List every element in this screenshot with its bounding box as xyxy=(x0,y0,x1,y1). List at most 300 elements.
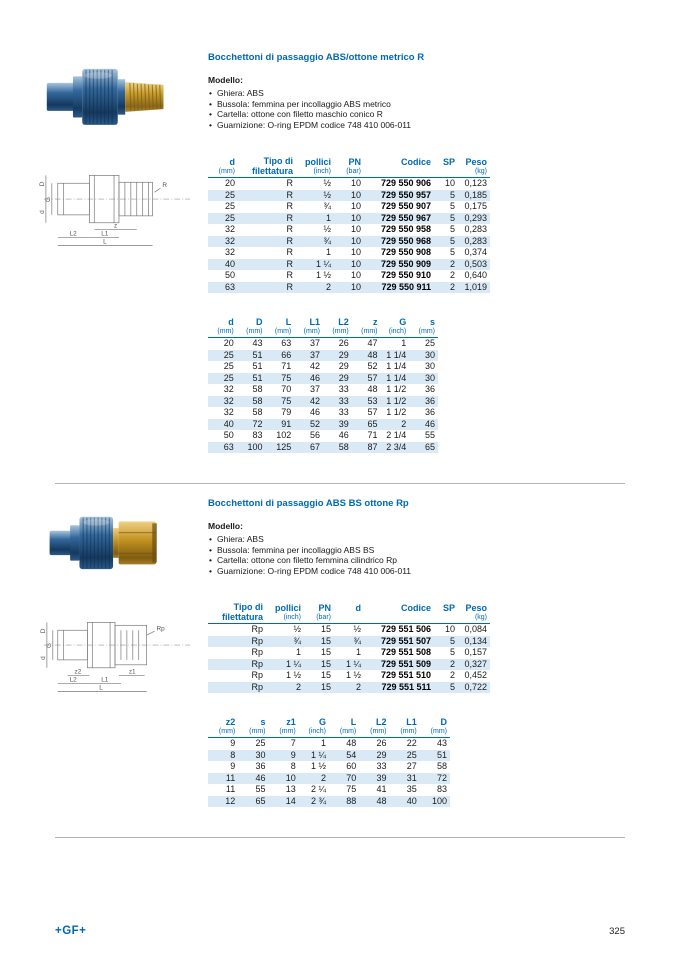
table-cell: 47 xyxy=(367,338,378,348)
table-cell: 1 ¼ xyxy=(315,258,331,269)
dimension-label: d xyxy=(38,210,46,214)
table-cell: 5 xyxy=(449,212,455,223)
table-cell: 37 xyxy=(309,338,320,348)
table-cell: 1 xyxy=(295,647,301,657)
table-cell: 75 xyxy=(281,395,292,406)
column-header: L1 (mm) xyxy=(390,717,420,738)
table-cell: 729 551 506 xyxy=(380,624,431,634)
column-header: Codice xyxy=(364,602,434,624)
table-cell: 87 xyxy=(367,441,378,452)
column-header: L2 (mm) xyxy=(359,717,389,738)
table-cell: 2 ¼ xyxy=(310,784,326,794)
table-cell: 0,503 xyxy=(464,258,487,269)
table-row xyxy=(208,270,490,282)
table-cell: 50 xyxy=(224,270,235,280)
table-cell: 83 xyxy=(252,430,263,440)
table-cell: R xyxy=(286,235,293,246)
table-cell: 15 xyxy=(320,647,331,657)
illustration-column-1 xyxy=(38,52,206,254)
column-header: L (mm) xyxy=(329,717,359,738)
table-cell: 65 xyxy=(367,418,378,429)
table-cell: 2 xyxy=(320,772,326,783)
table-cell: 729 550 910 xyxy=(380,270,431,280)
table-cell: 0,283 xyxy=(464,224,487,234)
table-cell: 25 xyxy=(255,738,266,748)
table-cell: 1 xyxy=(320,738,326,748)
table-cell: 10 xyxy=(350,178,361,188)
header-row xyxy=(208,602,490,624)
table-cell: 46 xyxy=(309,407,320,417)
table-cell: ¾ xyxy=(323,201,331,211)
table-cell: 729 550 908 xyxy=(380,247,431,257)
table-cell: 11 xyxy=(225,784,236,794)
table-cell: 10 xyxy=(350,235,361,246)
model-spec-list xyxy=(208,88,625,130)
table-cell: 2 xyxy=(449,658,455,669)
table-cell: 25 xyxy=(224,201,235,211)
dimension-label: L1 xyxy=(101,230,109,238)
table-cell: 5 xyxy=(449,235,455,246)
table-cell: 22 xyxy=(406,738,417,748)
dimension-label: R xyxy=(162,182,168,190)
product-section-rp xyxy=(38,498,625,807)
table-cell: 58 xyxy=(436,761,447,771)
table-cell: 25 xyxy=(223,372,234,383)
column-header: D (mm) xyxy=(237,317,266,338)
dimension-label: L2 xyxy=(69,230,77,238)
table-cell: 36 xyxy=(424,407,435,417)
table-cell: 71 xyxy=(367,430,378,440)
table-cell: 2 xyxy=(449,670,455,680)
table-cell: 1 ½ xyxy=(285,670,301,680)
product-photo-metric-r-icon xyxy=(44,54,184,138)
table-cell: 729 550 906 xyxy=(380,178,431,188)
table-cell: 46 xyxy=(309,372,320,383)
table-row xyxy=(208,190,490,202)
table-row xyxy=(208,750,450,762)
dimension-label: G xyxy=(44,197,52,203)
table-cell: 729 550 958 xyxy=(380,224,431,234)
table-cell: 32 xyxy=(224,247,235,257)
column-header: s (mm) xyxy=(409,317,438,338)
table-cell: 9 xyxy=(230,761,236,771)
table-cell: 46 xyxy=(424,418,435,429)
table-cell: 58 xyxy=(252,395,263,406)
table-row xyxy=(208,407,438,419)
table-cell: 729 550 911 xyxy=(381,281,431,292)
table-cell: R xyxy=(286,224,293,234)
table-cell: 70 xyxy=(281,384,292,394)
dimension-label: D xyxy=(38,181,46,187)
technical-drawing-metric-r xyxy=(38,154,196,254)
table-cell: 63 xyxy=(223,441,234,452)
column-header: s (mm) xyxy=(238,717,268,738)
table-cell: 54 xyxy=(346,749,357,760)
table-cell: ¾ xyxy=(353,635,361,646)
table-cell: 20 xyxy=(223,338,234,348)
column-header: PN (bar) xyxy=(334,156,364,178)
section-divider xyxy=(55,483,625,484)
table-cell: Rp xyxy=(251,624,263,634)
table-cell: 2 3/4 xyxy=(386,441,407,452)
table-cell: 1 1/2 xyxy=(386,407,407,417)
table-cell: ½ xyxy=(323,189,331,200)
table-cell: 46 xyxy=(338,430,349,440)
table-cell: R xyxy=(286,201,293,211)
table-cell: 36 xyxy=(424,395,435,406)
table-cell: 32 xyxy=(223,395,234,406)
table-cell: 1 1/4 xyxy=(386,372,407,383)
header-row xyxy=(208,317,438,338)
table-cell: 2 xyxy=(325,281,331,292)
table-cell: 100 xyxy=(247,441,263,452)
table-row xyxy=(208,178,490,190)
model-label: Modello: xyxy=(208,75,243,85)
table-cell: 10 xyxy=(350,224,361,234)
table-cell: 729 551 507 xyxy=(380,635,431,646)
table-cell: 26 xyxy=(338,338,349,348)
table-cell: 15 xyxy=(320,670,331,680)
table-cell: 36 xyxy=(424,384,435,394)
table-cell: 14 xyxy=(285,795,296,806)
order-table-metric-r xyxy=(208,156,490,293)
table-cell: 729 551 509 xyxy=(380,658,431,669)
column-header: z2 (mm) xyxy=(208,717,238,738)
table-row xyxy=(208,624,490,636)
section-title: Bocchettoni di passaggio ABS BS ottone Rp xyxy=(208,498,409,509)
table-cell: 10 xyxy=(285,772,296,783)
table-cell: 0,175 xyxy=(464,201,487,211)
model-spec-list xyxy=(208,534,625,576)
table-cell: ¾ xyxy=(323,235,331,246)
dimension-label: z xyxy=(114,222,118,230)
table-cell: R xyxy=(286,281,293,292)
table-cell: 43 xyxy=(252,338,263,348)
table-cell: 1 ¼ xyxy=(345,658,361,669)
table-cell: 1 1/4 xyxy=(386,349,407,360)
table-cell: ½ xyxy=(323,224,331,234)
spec-item: • Bussola: femmina per incollaggio ABS BS xyxy=(208,545,625,556)
table-cell: 27 xyxy=(406,761,417,771)
table-cell: 51 xyxy=(436,749,447,760)
table-cell: 0,123 xyxy=(464,178,487,188)
table-cell: ¾ xyxy=(293,635,301,646)
table-cell: 15 xyxy=(320,635,331,646)
table-cell: 65 xyxy=(255,795,266,806)
table-cell: 52 xyxy=(367,361,378,371)
table-cell: 33 xyxy=(338,384,349,394)
table-cell: 729 550 907 xyxy=(380,201,431,211)
column-header: pollici (inch) xyxy=(296,156,334,178)
column-header: PN (bar) xyxy=(304,602,334,624)
table-cell: 5 xyxy=(449,201,455,211)
table-cell: 2 xyxy=(449,281,455,292)
table-cell: 25 xyxy=(406,749,417,760)
table-cell: 55 xyxy=(255,784,266,794)
table-cell: 5 xyxy=(449,247,455,257)
table-cell: 729 550 968 xyxy=(380,235,431,246)
dimension-label: L1 xyxy=(101,676,109,684)
illustration-column-2 xyxy=(38,498,206,700)
table-cell: R xyxy=(286,270,293,280)
table-cell: 2 xyxy=(449,258,455,269)
table-cell: 58 xyxy=(252,407,263,417)
table-cell: 20 xyxy=(224,178,235,188)
dimension-label: z1 xyxy=(128,668,136,676)
table-cell: 5 xyxy=(449,224,455,234)
column-header: Tipo di filettatura xyxy=(238,156,296,178)
table-cell: 9 xyxy=(290,749,296,760)
table-cell: R xyxy=(286,178,293,188)
table-cell: 37 xyxy=(309,384,320,394)
table-cell: Rp xyxy=(251,681,263,692)
table-cell: 51 xyxy=(252,349,263,360)
spec-item: • Cartella: ottone con filetto maschio conico R xyxy=(208,109,625,120)
column-header: SP xyxy=(434,602,458,624)
table-cell: 63 xyxy=(224,281,235,292)
table-cell: 0,452 xyxy=(464,670,487,680)
table-cell: 10 xyxy=(444,178,455,188)
table-row xyxy=(208,282,490,294)
dimension-label: G xyxy=(45,643,53,649)
table-cell: 29 xyxy=(338,361,349,371)
table-cell: Rp xyxy=(251,658,263,669)
table-cell: 5 xyxy=(449,681,455,692)
table-row xyxy=(208,259,490,271)
table-cell: 75 xyxy=(346,784,357,794)
table-cell: 25 xyxy=(224,212,235,223)
table-cell: 10 xyxy=(350,201,361,211)
table-row xyxy=(208,236,490,248)
table-cell: 32 xyxy=(223,407,234,417)
content-column-1 xyxy=(206,52,625,453)
table-cell: 91 xyxy=(281,418,292,429)
table-row xyxy=(208,373,438,385)
table-cell: 58 xyxy=(338,441,349,452)
table-cell: 55 xyxy=(424,430,435,440)
table-cell: 57 xyxy=(367,372,378,383)
table-cell: 41 xyxy=(376,784,387,794)
table-cell: 29 xyxy=(376,749,387,760)
table-row xyxy=(208,442,438,454)
dimension-label: d xyxy=(39,656,47,660)
table-cell: 63 xyxy=(281,338,292,348)
table-cell: 79 xyxy=(281,407,292,417)
table-row xyxy=(208,430,438,442)
table-cell: 43 xyxy=(436,738,447,748)
table-cell: 15 xyxy=(320,658,331,669)
table-cell: 10 xyxy=(350,247,361,257)
table-cell: 2 xyxy=(449,270,455,280)
column-header: Codice xyxy=(364,156,434,178)
table-cell: 10 xyxy=(350,258,361,269)
table-row xyxy=(208,647,490,659)
table-cell: 9 xyxy=(230,738,236,748)
table-cell: 8 xyxy=(290,761,296,771)
table-cell: 0,374 xyxy=(464,247,487,257)
table-cell: 51 xyxy=(252,372,263,383)
table-cell: 13 xyxy=(285,784,296,794)
section-divider xyxy=(55,837,625,838)
table-cell: 30 xyxy=(424,361,435,371)
table-cell: 66 xyxy=(281,349,292,360)
spec-item: • Guarnizione: O-ring EPDM codice 748 410 006-011 xyxy=(208,120,625,131)
table-cell: 67 xyxy=(309,441,320,452)
table-row xyxy=(208,338,438,350)
table-row xyxy=(208,670,490,682)
table-cell: 48 xyxy=(346,738,357,748)
table-cell: 729 551 510 xyxy=(380,670,431,680)
column-header: L1 (mm) xyxy=(294,317,323,338)
table-cell: 1 xyxy=(325,247,331,257)
dimension-label: D xyxy=(39,628,47,634)
table-row xyxy=(208,796,450,808)
table-cell: 57 xyxy=(367,407,378,417)
column-header: d (mm) xyxy=(208,317,237,338)
table-cell: 0,157 xyxy=(464,647,487,657)
table-cell: ½ xyxy=(323,178,331,188)
table-cell: 71 xyxy=(281,361,292,371)
table-cell: 10 xyxy=(350,281,361,292)
table-cell: 72 xyxy=(436,772,447,783)
table-cell: 40 xyxy=(406,795,417,806)
table-cell: 37 xyxy=(309,349,320,360)
dimension-label: L xyxy=(103,238,107,246)
table-cell: 30 xyxy=(424,372,435,383)
table-cell: 88 xyxy=(346,795,357,806)
gf-logo: +GF+ xyxy=(55,925,87,937)
column-header: D (mm) xyxy=(420,717,450,738)
table-cell: 32 xyxy=(224,235,235,246)
table-cell: 8 xyxy=(230,749,236,760)
content-column-2 xyxy=(206,498,625,807)
section-title: Bocchettoni di passaggio ABS/ottone metrico R xyxy=(208,52,425,63)
spec-item: • Guarnizione: O-ring EPDM codice 748 410 006-011 xyxy=(208,566,625,577)
table-cell: 40 xyxy=(224,258,235,269)
table-cell: 2 ¾ xyxy=(310,795,326,806)
table-cell: 729 551 508 xyxy=(380,647,431,657)
table-row xyxy=(208,659,490,671)
table-cell: 42 xyxy=(309,395,320,406)
table-cell: Rp xyxy=(251,635,263,646)
table-cell: 0,185 xyxy=(464,189,487,200)
table-cell: 5 xyxy=(449,189,455,200)
table-cell: 32 xyxy=(223,384,234,394)
order-table-rp xyxy=(208,602,490,693)
column-header: d xyxy=(334,602,364,624)
table-cell: 729 550 909 xyxy=(380,258,431,269)
column-header: Tipo di filettatura xyxy=(208,602,266,624)
table-cell: 50 xyxy=(223,430,234,440)
table-cell: 60 xyxy=(346,761,357,771)
table-cell: 2 1/4 xyxy=(386,430,407,440)
table-cell: 65 xyxy=(424,441,435,452)
table-cell: 26 xyxy=(376,738,387,748)
table-row xyxy=(208,396,438,408)
table-cell: 10 xyxy=(350,270,361,280)
table-cell: 1 1/2 xyxy=(386,384,407,394)
spec-item: • Cartella: ottone con filetto femmina cilindrico Rp xyxy=(208,555,625,566)
table-cell: 1 ½ xyxy=(315,270,331,280)
table-row xyxy=(208,636,490,648)
table-cell: ½ xyxy=(293,624,301,634)
table-cell: 35 xyxy=(406,784,417,794)
table-cell: ½ xyxy=(353,624,361,634)
table-row xyxy=(208,350,438,362)
table-cell: 72 xyxy=(252,418,263,429)
dimension-label: L xyxy=(99,684,103,692)
table-cell: 30 xyxy=(255,749,266,760)
table-cell: 0,293 xyxy=(464,212,487,223)
column-header: G (inch) xyxy=(381,317,410,338)
table-cell: 11 xyxy=(225,772,236,783)
table-cell: 1 ¼ xyxy=(310,749,326,760)
table-row xyxy=(208,384,438,396)
header-row xyxy=(208,156,490,178)
table-cell: 1 ¼ xyxy=(285,658,301,669)
table-row xyxy=(208,773,450,785)
column-header: pollici (inch) xyxy=(266,602,304,624)
spec-item: • Ghiera: ABS xyxy=(208,88,625,99)
table-cell: 0,283 xyxy=(464,235,487,246)
table-cell: 48 xyxy=(367,349,378,360)
column-header: Peso (kg) xyxy=(458,156,490,178)
table-cell: 2 xyxy=(401,418,407,429)
table-cell: 36 xyxy=(255,761,266,771)
table-cell: 12 xyxy=(225,795,236,806)
table-cell: 48 xyxy=(376,795,387,806)
table-row xyxy=(208,361,438,373)
table-cell: 33 xyxy=(338,395,349,406)
table-cell: 70 xyxy=(346,772,357,783)
table-cell: 1 xyxy=(355,647,361,657)
table-cell: 1 xyxy=(401,338,407,348)
column-header: z (mm) xyxy=(352,317,381,338)
table-cell: 100 xyxy=(431,795,447,806)
table-row xyxy=(208,224,490,236)
spec-item: • Ghiera: ABS xyxy=(208,534,625,545)
model-label: Modello: xyxy=(208,521,243,531)
table-cell: 31 xyxy=(406,772,417,783)
table-cell: 53 xyxy=(367,395,378,406)
table-cell: 58 xyxy=(252,384,263,394)
product-photo-rp-icon xyxy=(44,500,184,584)
table-cell: 1 1/4 xyxy=(386,361,407,371)
table-cell: 102 xyxy=(276,430,292,440)
table-cell: 0,134 xyxy=(464,635,487,646)
table-cell: 51 xyxy=(252,361,263,371)
table-row xyxy=(208,213,490,225)
table-cell: 1 xyxy=(325,212,331,223)
table-cell: 56 xyxy=(309,430,320,440)
table-cell: 10 xyxy=(350,189,361,200)
table-row xyxy=(208,201,490,213)
table-cell: 0,084 xyxy=(464,624,487,634)
dimension-label: L2 xyxy=(69,676,77,684)
table-cell: 30 xyxy=(424,349,435,360)
table-cell: 33 xyxy=(376,761,387,771)
page-number: 325 xyxy=(609,926,625,937)
product-section-metric-r xyxy=(38,52,625,453)
table-cell: 1 ½ xyxy=(310,761,326,771)
table-cell: 5 xyxy=(449,635,455,646)
table-cell: 39 xyxy=(338,418,349,429)
column-header: d (mm) xyxy=(208,156,238,178)
dimension-table-metric-r xyxy=(208,317,438,453)
table-cell: 29 xyxy=(338,349,349,360)
table-cell: 1,019 xyxy=(464,281,487,292)
technical-drawing-rp xyxy=(38,600,196,700)
